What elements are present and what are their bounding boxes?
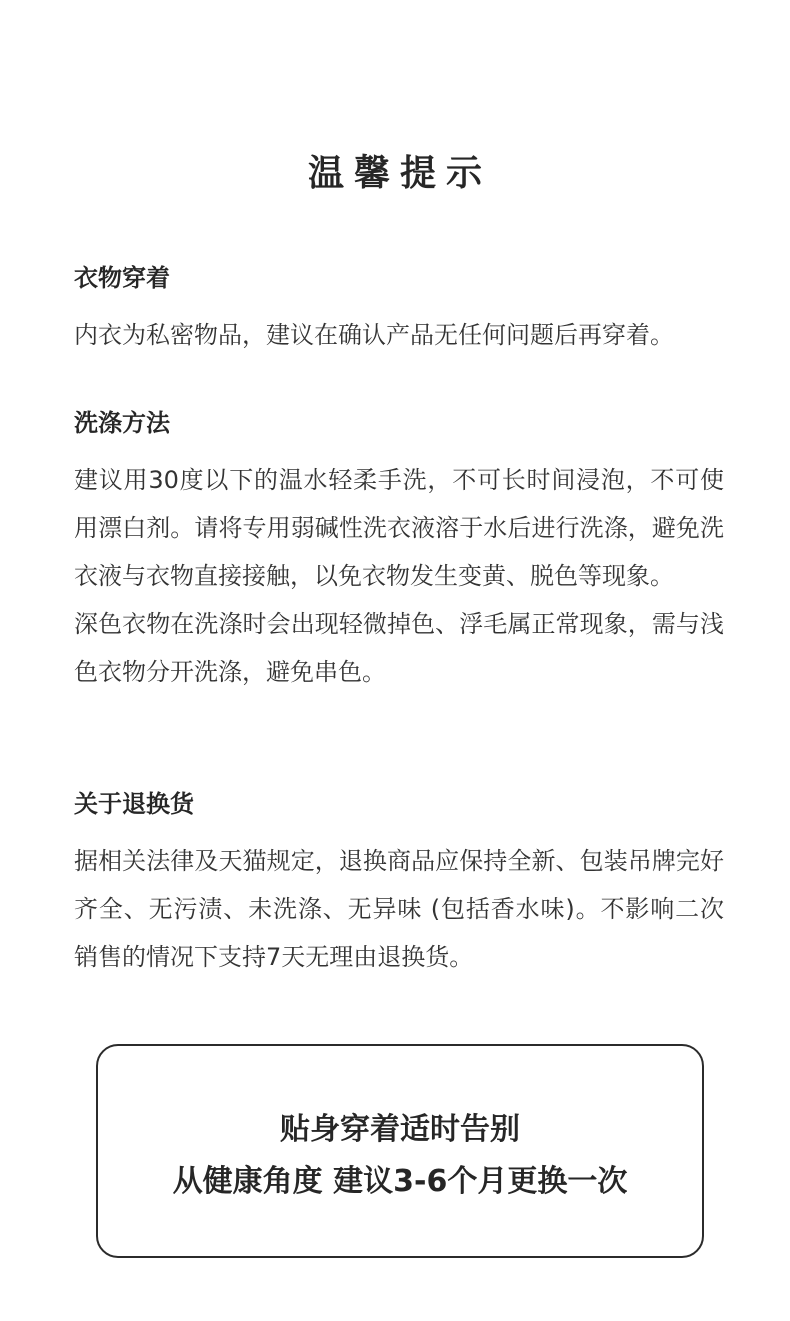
section-paragraph: 内衣为私密物品，建议在确认产品无任何问题后再穿着。 [74, 321, 674, 349]
section-washing-method [74, 408, 724, 696]
section-heading: 衣物穿着 [74, 264, 170, 292]
section-paragraph: 深色衣物在洗涤时会出现轻微掉色、浮毛属正常现象，需与浅色衣物分开洗涤，避免串色。 [74, 610, 724, 686]
replacement-notice-box [96, 1044, 704, 1258]
notice-line-1: 贴身穿着适时告别 [280, 1112, 520, 1147]
section-clothing-wear [74, 263, 724, 359]
page-title: 温馨提示 [307, 153, 492, 194]
section-heading: 洗涤方法 [74, 409, 170, 437]
notice-line-2: 从健康角度 建议3-6个月更换一次 [172, 1164, 628, 1199]
section-returns [74, 789, 724, 981]
section-paragraph: 建议用30度以下的温水轻柔手洗，不可长时间浸泡，不可使用漂白剂。请将专用弱碱性洗衣液溶于水后进行洗涤，避免洗衣液与衣物直接接触，以免衣物发生变黄、脱色等现象。 [74, 466, 724, 590]
section-paragraph: 据相关法律及天猫规定，退换商品应保持全新、包装吊牌完好齐全、无污渍、未洗涤、无异味 (包括香水味)。不影响二次销售的情况下支持7天无理由退换货。 [74, 847, 724, 971]
section-heading: 关于退换货 [74, 790, 194, 818]
